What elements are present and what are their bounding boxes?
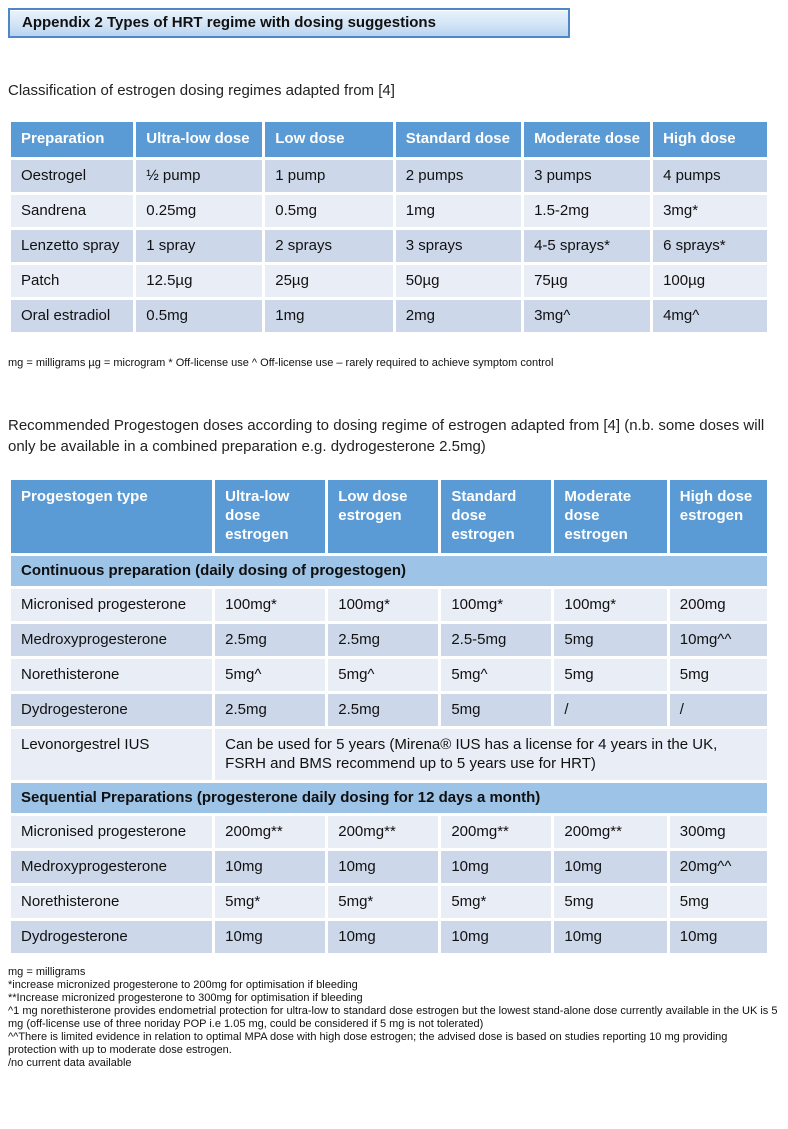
table-cell: 200mg** (214, 815, 327, 850)
table-cell: 10mg (327, 920, 440, 955)
table-cell: 10mg (327, 850, 440, 885)
table-cell: / (668, 693, 768, 728)
row-label: Norethisterone (10, 885, 214, 920)
estrogen-dosing-table (8, 119, 770, 335)
column-header-high-dose-estrogen: High dose estrogen (668, 479, 768, 555)
row-label: Medroxyprogesterone (10, 850, 214, 885)
estrogen-table-caption: Classification of estrogen dosing regimes adapted from [4] (8, 82, 395, 99)
table-cell: 5mg (440, 693, 553, 728)
column-header-ultra-low-dose: Ultra-low dose (135, 121, 264, 159)
column-header-low-dose: Low dose (264, 121, 395, 159)
progestogen-table-header-row (10, 479, 769, 555)
table-cell: / (553, 693, 668, 728)
table-cell: 75µg (523, 264, 652, 299)
table-cell: 2.5mg (214, 623, 327, 658)
table-cell: 2.5mg (327, 693, 440, 728)
footnote-line: mg = milligrams (8, 966, 86, 978)
table-cell: 2.5mg (327, 623, 440, 658)
table-row-norethisterone-continuous (10, 658, 769, 693)
footnote-line: **Increase micronized progesterone to 300mg for optimisation if bleeding (8, 992, 363, 1004)
table-row-oestrogel (10, 159, 769, 194)
table-cell: 5mg^ (327, 658, 440, 693)
row-label: Lenzetto spray (10, 229, 135, 264)
levonorgestrel-ius-note: Can be used for 5 years (Mirena® IUS has a license for 4 years in the UK, FSRH and BMS recommend up to 5 years use for HRT) (214, 728, 769, 782)
column-header-moderate-dose-estrogen: Moderate dose estrogen (553, 479, 668, 555)
table-cell: 5mg (668, 658, 768, 693)
section-header-continuous: Continuous preparation (daily dosing of progestogen) (10, 555, 769, 588)
table-row-lenzetto-spray (10, 229, 769, 264)
column-header-low-dose-estrogen: Low dose estrogen (327, 479, 440, 555)
row-label: Medroxyprogesterone (10, 623, 214, 658)
table-cell: 100mg* (553, 588, 668, 623)
column-header-preparation: Preparation (10, 121, 135, 159)
table-cell: 2 pumps (394, 159, 522, 194)
table-cell: 0.5mg (135, 299, 264, 334)
progestogen-table-caption: Recommended Progestogen doses according to dosing regime of estrogen adapted from [4] (n.b. some doses will only be available in a combined preparation e.g. dydrogesterone 2.5mg) (8, 417, 765, 455)
table-cell: 5mg* (327, 885, 440, 920)
table-cell: ½ pump (135, 159, 264, 194)
page-title: Appendix 2 Types of HRT regime with dosing suggestions (22, 14, 436, 31)
table-cell: 6 sprays* (652, 229, 769, 264)
table-cell: 12.5µg (135, 264, 264, 299)
table-cell: 10mg (214, 850, 327, 885)
progestogen-table-footnotes (8, 966, 778, 1070)
table-cell: 100mg* (327, 588, 440, 623)
table-cell: 2mg (394, 299, 522, 334)
table-row-micronised-progesterone-continuous (10, 588, 769, 623)
table-cell: 5mg^ (214, 658, 327, 693)
table-cell: 3mg* (652, 194, 769, 229)
table-row-levonorgestrel-ius (10, 728, 769, 782)
table-cell: 300mg (668, 815, 768, 850)
table-row-medroxyprogesterone-continuous (10, 623, 769, 658)
table-cell: 100mg* (214, 588, 327, 623)
table-cell: 1mg (264, 299, 395, 334)
table-row-patch (10, 264, 769, 299)
table-cell: 20mg^^ (668, 850, 768, 885)
table-cell: 4 pumps (652, 159, 769, 194)
table-cell: 2.5-5mg (440, 623, 553, 658)
table-cell: 5mg (553, 623, 668, 658)
table-row-sandrena (10, 194, 769, 229)
table-cell: 5mg* (214, 885, 327, 920)
table-cell: 50µg (394, 264, 522, 299)
table-cell: 5mg* (440, 885, 553, 920)
footnote-line: /no current data available (8, 1057, 132, 1069)
table-cell: 4mg^ (652, 299, 769, 334)
table-row-norethisterone-sequential (10, 885, 769, 920)
table-cell: 1mg (394, 194, 522, 229)
column-header-moderate-dose: Moderate dose (523, 121, 652, 159)
table-cell: 0.25mg (135, 194, 264, 229)
table-row-micronised-progesterone-sequential (10, 815, 769, 850)
column-header-progestogen-type: Progestogen type (10, 479, 214, 555)
table-row-medroxyprogesterone-sequential (10, 850, 769, 885)
table-cell: 200mg** (440, 815, 553, 850)
section-row-continuous (10, 555, 769, 588)
table-cell: 10mg (553, 850, 668, 885)
table-cell: 100mg* (440, 588, 553, 623)
table-cell: 10mg (214, 920, 327, 955)
table-cell: 5mg (553, 658, 668, 693)
table-cell: 100µg (652, 264, 769, 299)
table-cell: 3 sprays (394, 229, 522, 264)
table-cell: 3mg^ (523, 299, 652, 334)
table-cell: 5mg^ (440, 658, 553, 693)
row-label: Sandrena (10, 194, 135, 229)
footnote-line: *increase micronized progesterone to 200mg for optimisation if bleeding (8, 979, 358, 991)
table-cell: 10mg (553, 920, 668, 955)
footnote-line: ^^There is limited evidence in relation to optimal MPA dose with high dose estrogen; the advised dose is based on studies reporting 10 mg providing protection with up to moderate dose estrogen. (8, 1031, 728, 1056)
row-label: Dydrogesterone (10, 693, 214, 728)
table-cell: 10mg (440, 920, 553, 955)
column-header-standard-dose-estrogen: Standard dose estrogen (440, 479, 553, 555)
table-cell: 5mg (668, 885, 768, 920)
table-cell: 10mg (668, 920, 768, 955)
table-cell: 200mg** (553, 815, 668, 850)
progestogen-dosing-table (8, 477, 770, 956)
table-cell: 4-5 sprays* (523, 229, 652, 264)
column-header-high-dose: High dose (652, 121, 769, 159)
appendix-title-banner (8, 8, 570, 38)
row-label: Micronised progesterone (10, 815, 214, 850)
column-header-standard-dose: Standard dose (394, 121, 522, 159)
footnote-line: ^1 mg norethisterone provides endometrial protection for ultra-low to standard dose estrogen but the lowest stand-alone dose currently available in the UK is 5 mg (off-license use of three noriday POP i.e 1.05 mg, could be considered if 5 mg is not tolerated) (8, 1005, 778, 1030)
table-cell: 3 pumps (523, 159, 652, 194)
table-cell: 200mg (668, 588, 768, 623)
row-label: Patch (10, 264, 135, 299)
table-cell: 1 spray (135, 229, 264, 264)
row-label: Dydrogesterone (10, 920, 214, 955)
row-label: Oral estradiol (10, 299, 135, 334)
section-header-sequential: Sequential Preparations (progesterone daily dosing for 12 days a month) (10, 782, 769, 815)
table-cell: 200mg** (327, 815, 440, 850)
table-cell: 1.5-2mg (523, 194, 652, 229)
table-cell: 1 pump (264, 159, 395, 194)
table-cell: 5mg (553, 885, 668, 920)
section-row-sequential (10, 782, 769, 815)
column-header-ultra-low-dose-estrogen: Ultra-low dose estrogen (214, 479, 327, 555)
estrogen-table-footnote: mg = milligrams µg = microgram * Off-license use ^ Off-license use – rarely required to achieve symptom control (8, 357, 554, 369)
row-label: Micronised progesterone (10, 588, 214, 623)
row-label: Levonorgestrel IUS (10, 728, 214, 782)
row-label: Norethisterone (10, 658, 214, 693)
estrogen-table-header-row (10, 121, 769, 159)
table-row-dydrogesterone-continuous (10, 693, 769, 728)
table-cell: 2.5mg (214, 693, 327, 728)
table-cell: 2 sprays (264, 229, 395, 264)
row-label: Oestrogel (10, 159, 135, 194)
table-row-dydrogesterone-sequential (10, 920, 769, 955)
table-cell: 10mg^^ (668, 623, 768, 658)
table-cell: 0.5mg (264, 194, 395, 229)
table-cell: 25µg (264, 264, 395, 299)
table-cell: 10mg (440, 850, 553, 885)
table-row-oral-estradiol (10, 299, 769, 334)
